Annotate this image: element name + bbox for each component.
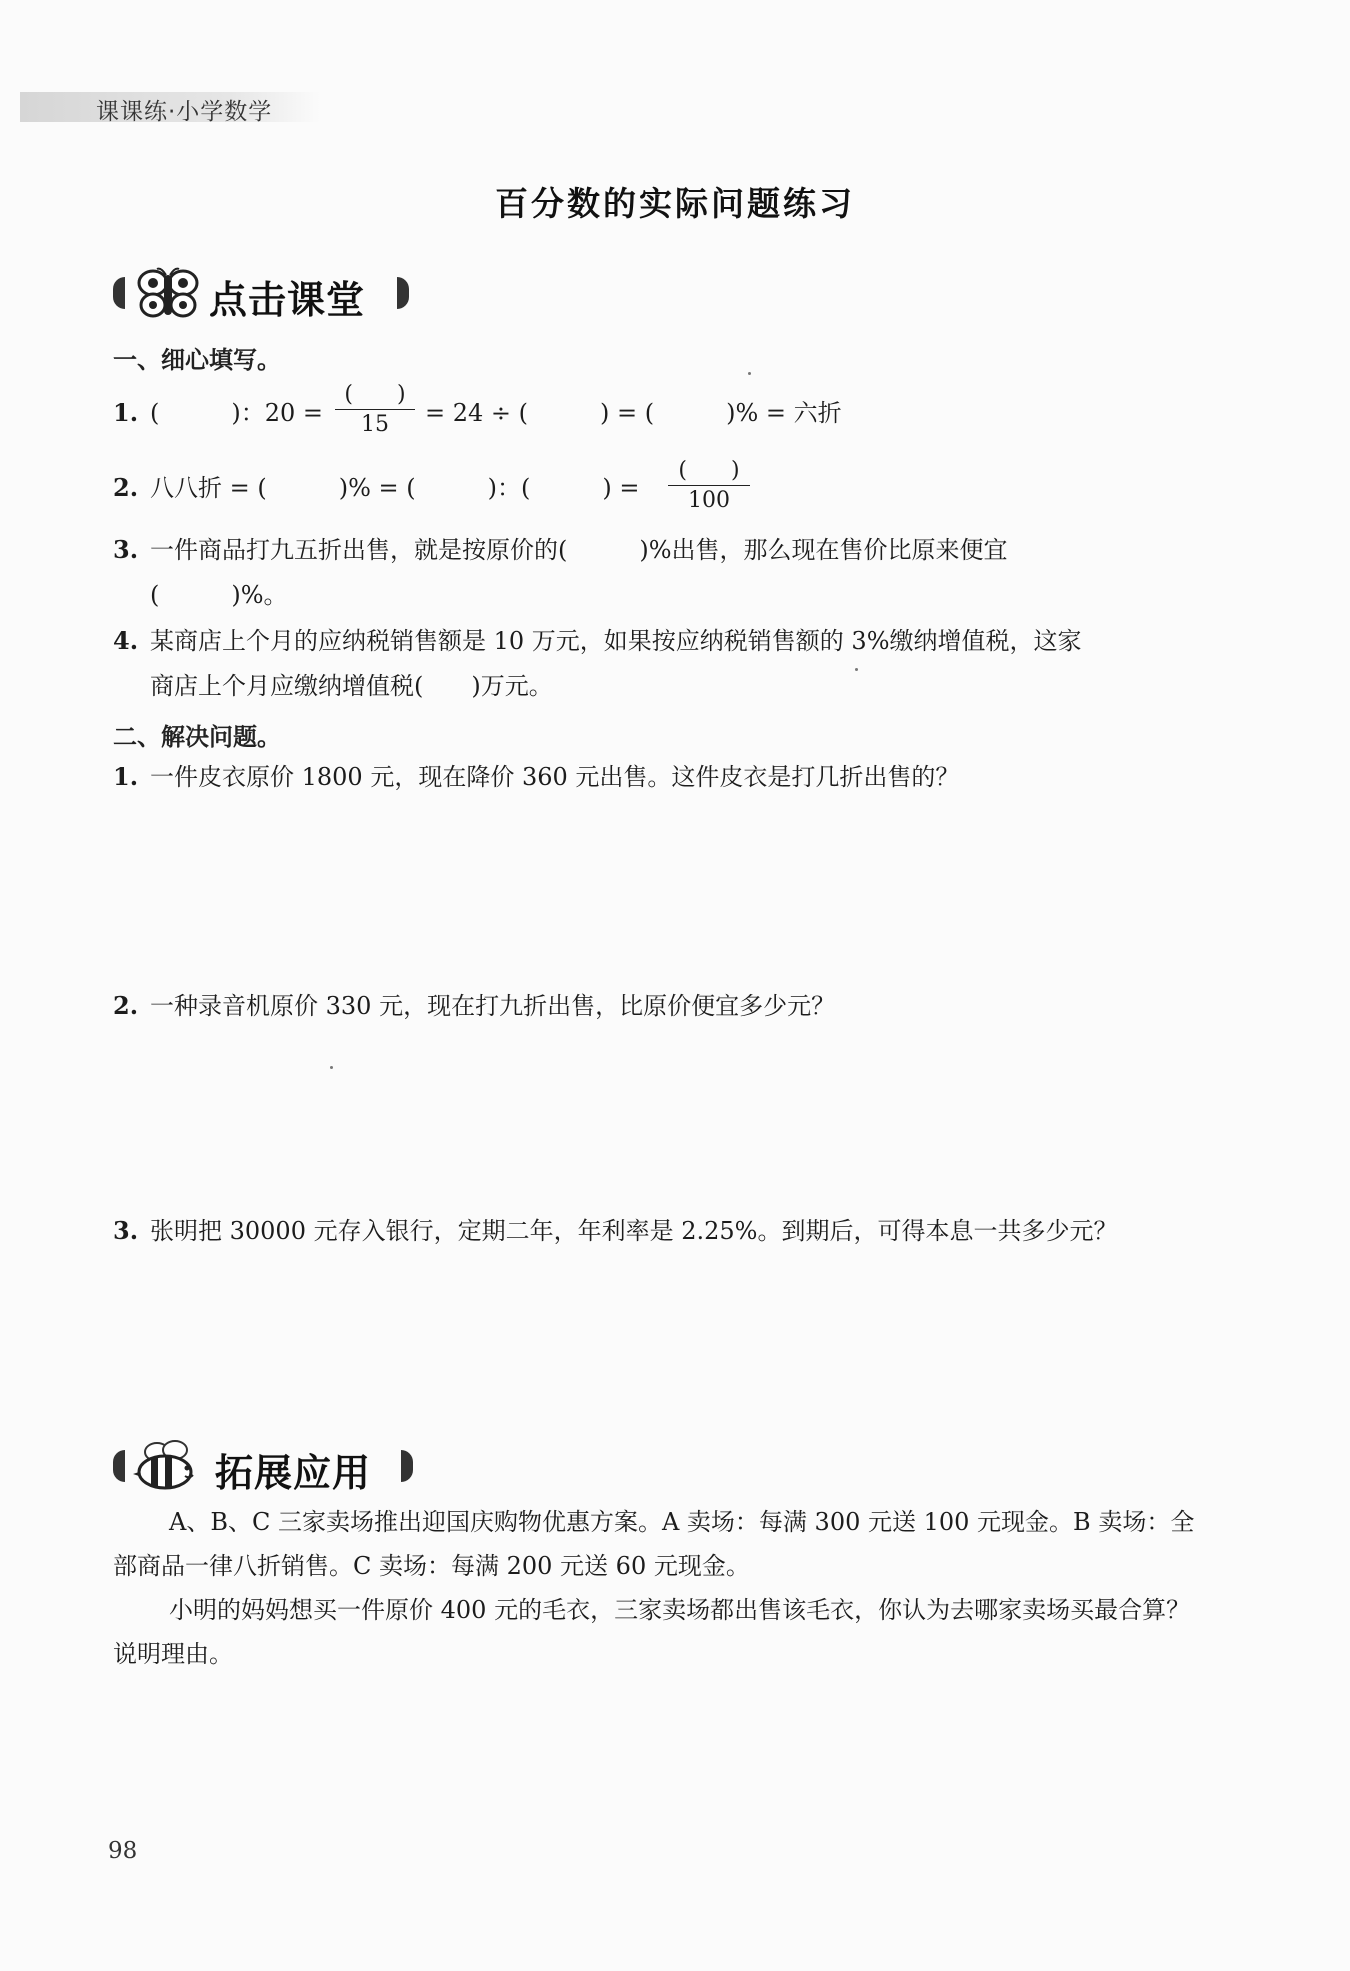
- scan-speck: [855, 668, 858, 671]
- question-text-line1: 一件商品打九五折出售，就是按原价的( )%出售，那么现在售价比原来便宜: [150, 536, 1008, 564]
- fill-question-1-rest: [425, 396, 842, 430]
- bee-icon: [131, 1438, 211, 1494]
- problem-text: 一件皮衣原价 1800 元，现在降价 360 元出售。这件皮衣是打几折出售的？: [150, 763, 960, 791]
- fill-question-3: [113, 533, 1008, 567]
- question-text-b: = 24 ÷ ( ) = ( )% = 六折: [425, 399, 842, 427]
- fraction-1: [335, 382, 415, 438]
- question-text-line2: ( )%。: [150, 581, 288, 609]
- scan-speck: [748, 372, 751, 375]
- section-banner-extension: [113, 1438, 413, 1494]
- butterfly-icon: [133, 265, 205, 321]
- problem-3: [113, 1214, 1118, 1248]
- fraction-bar: [335, 409, 415, 410]
- banner-right-cap: [401, 1450, 413, 1482]
- problem-text: 张明把 30000 元存入银行，定期二年，年利率是 2.25%。到期后，可得本息一共多少元？: [150, 1217, 1118, 1245]
- banner-title: 点击课堂: [209, 278, 366, 322]
- question-number: 3.: [113, 535, 139, 564]
- question-number: 3.: [113, 1216, 139, 1245]
- question-text-a: 八八折 = ( )% = ( )：( ) =: [150, 474, 640, 502]
- extension-paragraph-2: 小明的妈妈想买一件原价 400 元的毛衣，三家卖场都出售该毛衣，你认为去哪家卖场买最合算？说明理由。: [113, 1596, 1191, 1668]
- banner-left-cap: [113, 277, 125, 309]
- question-text-line2: 商店上个月应缴纳增值税( )万元。: [150, 672, 553, 700]
- part1-heading: 一、细心填写。: [113, 346, 281, 374]
- question-number: 1.: [113, 762, 139, 791]
- question-number: 2.: [113, 473, 139, 502]
- question-number: 1.: [113, 398, 139, 427]
- problem-text: 一种录音机原价 330 元，现在打九折出售，比原价便宜多少元？: [150, 992, 836, 1020]
- fraction-2: [668, 458, 750, 514]
- fraction-bar: [668, 485, 750, 486]
- fill-question-4: [113, 624, 1082, 658]
- fraction-denominator: 100: [688, 488, 730, 513]
- fill-question-2: [113, 471, 640, 505]
- fraction-denominator: 15: [361, 412, 389, 437]
- part2-heading: 二、解决问题。: [113, 723, 281, 751]
- extension-paragraph-1: A、B、C 三家卖场推出迎国庆购物优惠方案。A 卖场：每满 300 元送 100 元现金。B 卖场：全部商品一律八折销售。C 卖场：每满 200 元送 60 元现金。: [113, 1508, 1195, 1580]
- problem-1: [113, 760, 960, 794]
- page-title: 百分数的实际问题练习: [495, 184, 855, 223]
- running-header: [20, 92, 320, 125]
- page-number: 98: [108, 1838, 138, 1864]
- question-number: 4.: [113, 626, 139, 655]
- problem-2: [113, 989, 836, 1023]
- question-text-line1: 某商店上个月的应纳税销售额是 10 万元，如果按应纳税销售额的 3%缴纳增值税，这家: [150, 627, 1082, 655]
- banner-title: 拓展应用: [215, 1451, 372, 1495]
- scan-speck: [330, 1066, 333, 1069]
- question-text-a: ( )：20 =: [150, 399, 324, 427]
- fill-question-1: [113, 396, 324, 430]
- section-banner-classroom: [113, 265, 413, 321]
- fraction-numerator: ( ): [344, 382, 406, 407]
- question-number: 2.: [113, 991, 139, 1020]
- banner-right-cap: [397, 277, 409, 309]
- fraction-numerator: ( ): [678, 458, 740, 483]
- running-header-text: 课课练·小学数学: [96, 99, 273, 125]
- banner-left-cap: [113, 1450, 125, 1482]
